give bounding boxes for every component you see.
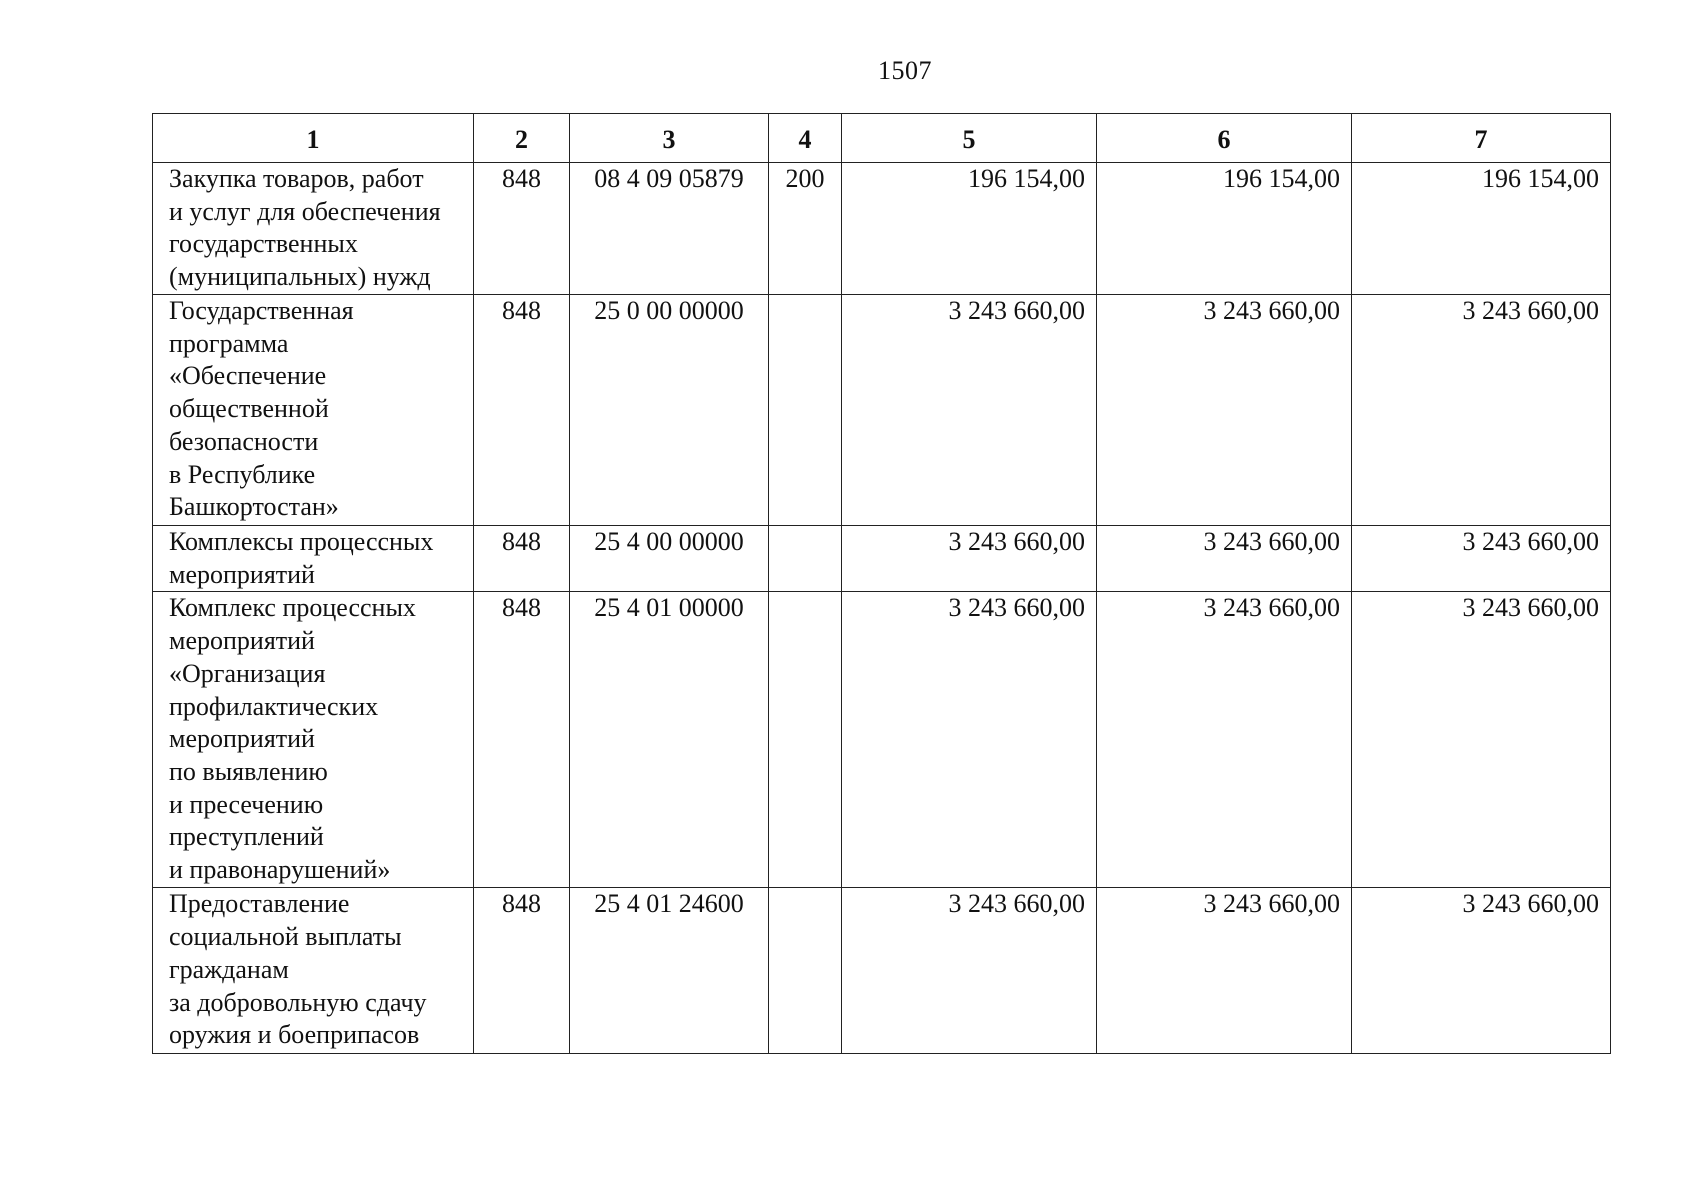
row-name-cell: Закупка товаров, работ и услуг для обеспечения государственных (муниципальных) нужд bbox=[153, 163, 474, 295]
target-article-cell: 25 0 00 00000 bbox=[570, 295, 769, 526]
budget-table bbox=[152, 113, 1611, 1054]
amount-cell: 196 154,00 bbox=[1352, 163, 1611, 295]
amount-cell: 3 243 660,00 bbox=[1097, 888, 1352, 1054]
table-row bbox=[153, 526, 1611, 592]
ministry-code-cell: 848 bbox=[474, 888, 570, 1054]
target-article-cell: 08 4 09 05879 bbox=[570, 163, 769, 295]
amount-cell: 3 243 660,00 bbox=[842, 526, 1097, 592]
amount-cell: 196 154,00 bbox=[1097, 163, 1352, 295]
column-header: 6 bbox=[1097, 114, 1352, 163]
page-number: 1507 bbox=[878, 56, 932, 85]
ministry-code-cell: 848 bbox=[474, 526, 570, 592]
expense-type-cell bbox=[769, 295, 842, 526]
expense-type-cell: 200 bbox=[769, 163, 842, 295]
column-header: 2 bbox=[474, 114, 570, 163]
amount-cell: 3 243 660,00 bbox=[1352, 888, 1611, 1054]
row-name-cell: Комплекс процессных мероприятий «Организация профилактических мероприятий по выявлению и пресечению преступлений и правонарушений» bbox=[153, 592, 474, 888]
amount-cell: 3 243 660,00 bbox=[1097, 592, 1352, 888]
table-header-row bbox=[153, 114, 1611, 163]
amount-cell: 3 243 660,00 bbox=[842, 888, 1097, 1054]
expense-type-cell bbox=[769, 888, 842, 1054]
target-article-cell: 25 4 01 24600 bbox=[570, 888, 769, 1054]
table-row bbox=[153, 592, 1611, 888]
ministry-code-cell: 848 bbox=[474, 295, 570, 526]
expense-type-cell bbox=[769, 526, 842, 592]
ministry-code-cell: 848 bbox=[474, 163, 570, 295]
expense-type-cell bbox=[769, 592, 842, 888]
column-header: 1 bbox=[153, 114, 474, 163]
table-row bbox=[153, 295, 1611, 526]
row-name-cell: Государственная программа «Обеспечение общественной безопасности в Республике Башкортостан» bbox=[153, 295, 474, 526]
table-row bbox=[153, 163, 1611, 295]
target-article-cell: 25 4 01 00000 bbox=[570, 592, 769, 888]
ministry-code-cell: 848 bbox=[474, 592, 570, 888]
row-name-cell: Комплексы процессных мероприятий bbox=[153, 526, 474, 592]
row-name-cell: Предоставление социальной выплаты гражданам за добровольную сдачу оружия и боеприпасов bbox=[153, 888, 474, 1054]
amount-cell: 3 243 660,00 bbox=[1097, 526, 1352, 592]
amount-cell: 196 154,00 bbox=[842, 163, 1097, 295]
amount-cell: 3 243 660,00 bbox=[1097, 295, 1352, 526]
column-header: 3 bbox=[570, 114, 769, 163]
amount-cell: 3 243 660,00 bbox=[842, 592, 1097, 888]
amount-cell: 3 243 660,00 bbox=[1352, 295, 1611, 526]
amount-cell: 3 243 660,00 bbox=[1352, 526, 1611, 592]
target-article-cell: 25 4 00 00000 bbox=[570, 526, 769, 592]
amount-cell: 3 243 660,00 bbox=[842, 295, 1097, 526]
column-header: 4 bbox=[769, 114, 842, 163]
amount-cell: 3 243 660,00 bbox=[1352, 592, 1611, 888]
column-header: 7 bbox=[1352, 114, 1611, 163]
table-row bbox=[153, 888, 1611, 1054]
column-header: 5 bbox=[842, 114, 1097, 163]
